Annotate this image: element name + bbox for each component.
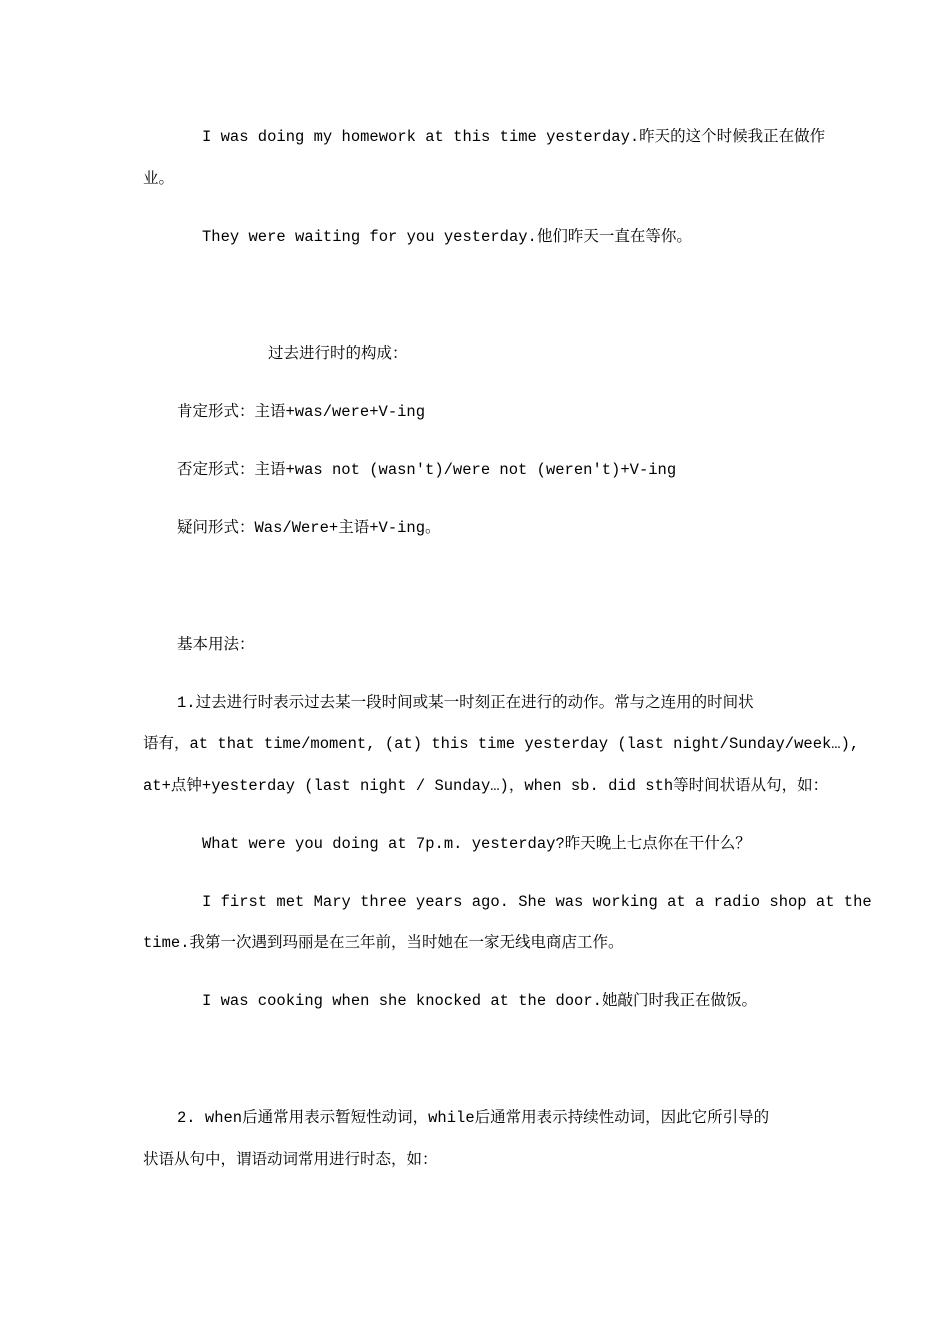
negative-form: 否定形式：主语+was not (wasn't)/were not (weren't)+V-ing (177, 461, 677, 479)
usage-1-example-3: I was cooking when she knocked at the door.她敲门时我正在做饭。 (202, 992, 757, 1010)
usage-heading: 基本用法： (177, 636, 255, 654)
usage-1-text: 1.过去进行时表示过去某一段时间或某一时刻正在进行的动作。常与之连用的时间状 (177, 694, 754, 712)
usage-2-text: 2. when后通常用表示暂短性动词，while后通常用表示持续性动词，因此它所引导的 (177, 1109, 770, 1127)
usage-1-example-1: What were you doing at 7p.m. yesterday?昨天晚上七点你在干什么？ (202, 835, 751, 853)
usage-2-text-line-2: 状语从句中，谓语动词常用进行时态，如： (143, 1151, 438, 1169)
usage-1-example-2: I first met Mary three years ago. She was working at a radio shop at the (202, 893, 872, 911)
example-sentence-1-continued: 业。 (143, 170, 175, 188)
structure-heading: 过去进行时的构成： (268, 345, 408, 363)
usage-1-text-line-2: 语有，at that time/moment, (at) this time yesterday (last night/Sunday/week…), (143, 735, 860, 753)
interrogative-form: 疑问形式：Was/Were+主语+V-ing。 (177, 519, 441, 537)
usage-1-text-line-3: at+点钟+yesterday (last night / Sunday…)，when sb. did sth等时间状语从句，如： (143, 777, 829, 795)
example-sentence-1: I was doing my homework at this time yesterday.昨天的这个时候我正在做作 (202, 128, 826, 146)
example-sentence-2: They were waiting for you yesterday.他们昨天一直在等你。 (202, 228, 692, 246)
affirmative-form: 肯定形式：主语+was/were+V-ing (177, 403, 426, 421)
usage-1-example-2-continued: time.我第一次遇到玛丽是在三年前，当时她在一家无线电商店工作。 (143, 934, 624, 952)
